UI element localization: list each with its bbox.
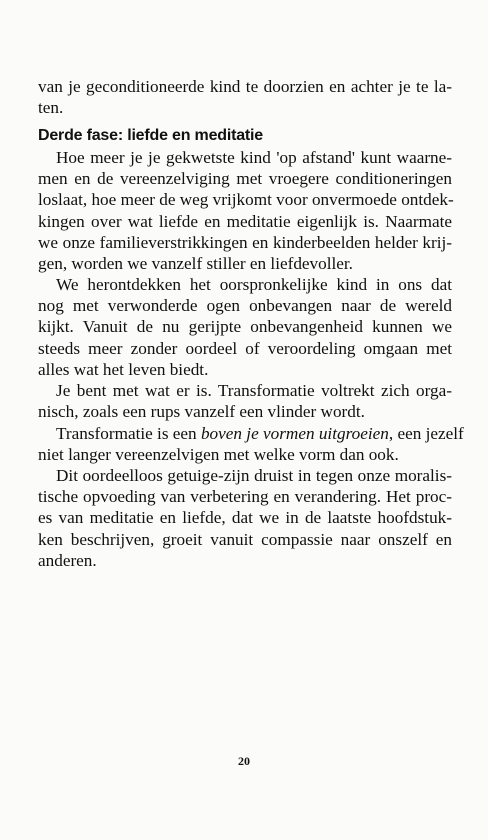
text-line: kingen over wat liefde en meditatie eigenlijk is. Naarmate bbox=[38, 211, 452, 231]
text-line: we onze familieverstrikkingen en kinderbeelden helder krij- bbox=[38, 232, 452, 252]
text-line: gen, worden we vanzelf stiller en liefdevoller. bbox=[38, 253, 353, 273]
text-line: men en de vereenzelviging met vroegere conditioneringen bbox=[38, 169, 452, 189]
paragraph-3 bbox=[38, 380, 452, 422]
text-line: nisch, zoals een rups vanzelf een vlinder wordt. bbox=[38, 402, 365, 422]
page-number: 20 bbox=[238, 754, 250, 768]
text-line: kijkt. Vanuit de nu gerijpte onbevangenheid kunnen we bbox=[38, 317, 452, 337]
intro-text bbox=[38, 76, 452, 118]
text-line: loslaat, hoe meer de weg vrijkomt voor onvermoede ontdek- bbox=[38, 190, 454, 210]
text-line: ten. bbox=[38, 98, 64, 118]
paragraph-2 bbox=[38, 274, 452, 380]
text-line bbox=[38, 423, 464, 444]
section-heading: Derde fase: liefde en meditatie bbox=[38, 127, 263, 144]
text-segment: Transformatie is een bbox=[56, 424, 201, 443]
paragraph-5 bbox=[38, 465, 452, 571]
paragraph-1 bbox=[38, 147, 452, 274]
text-line: tische opvoeding van verbetering en verandering. Het proc- bbox=[38, 487, 452, 507]
text-line: nog met verwonderde ogen onbevangen naar de wereld bbox=[38, 296, 452, 316]
text-line: niet langer vereenzelvigen met welke vorm dan ook. bbox=[38, 445, 399, 465]
italic-phrase: boven je vormen uitgroeien bbox=[200, 424, 389, 443]
text-line: ken beschrijven, groeit vanuit compassie naar onszelf en bbox=[38, 529, 452, 549]
text-line: Hoe meer je je gekwetste kind 'op afstand' kunt waarne- bbox=[56, 148, 452, 167]
text-line: We herontdekken het oorspronkelijke kind in ons dat bbox=[56, 275, 452, 294]
text-line: steeds meer zonder oordeel of veroordeling omgaan met bbox=[38, 338, 452, 358]
text-line: alles wat het leven biedt. bbox=[38, 359, 209, 379]
text-segment: , een jezelf bbox=[388, 424, 464, 443]
text-line: anderen. bbox=[38, 550, 97, 570]
text-line: es van meditatie en liefde, dat we in de laatste hoofdstuk- bbox=[38, 508, 452, 528]
paragraph-4 bbox=[38, 423, 464, 465]
text-line: van je geconditioneerde kind te doorzien en achter je te la- bbox=[38, 77, 452, 96]
text-line: Je bent met wat er is. Transformatie voltrekt zich orga- bbox=[56, 381, 452, 400]
text-line: Dit oordeelloos getuige-zijn druist in tegen onze moralis- bbox=[56, 466, 452, 485]
